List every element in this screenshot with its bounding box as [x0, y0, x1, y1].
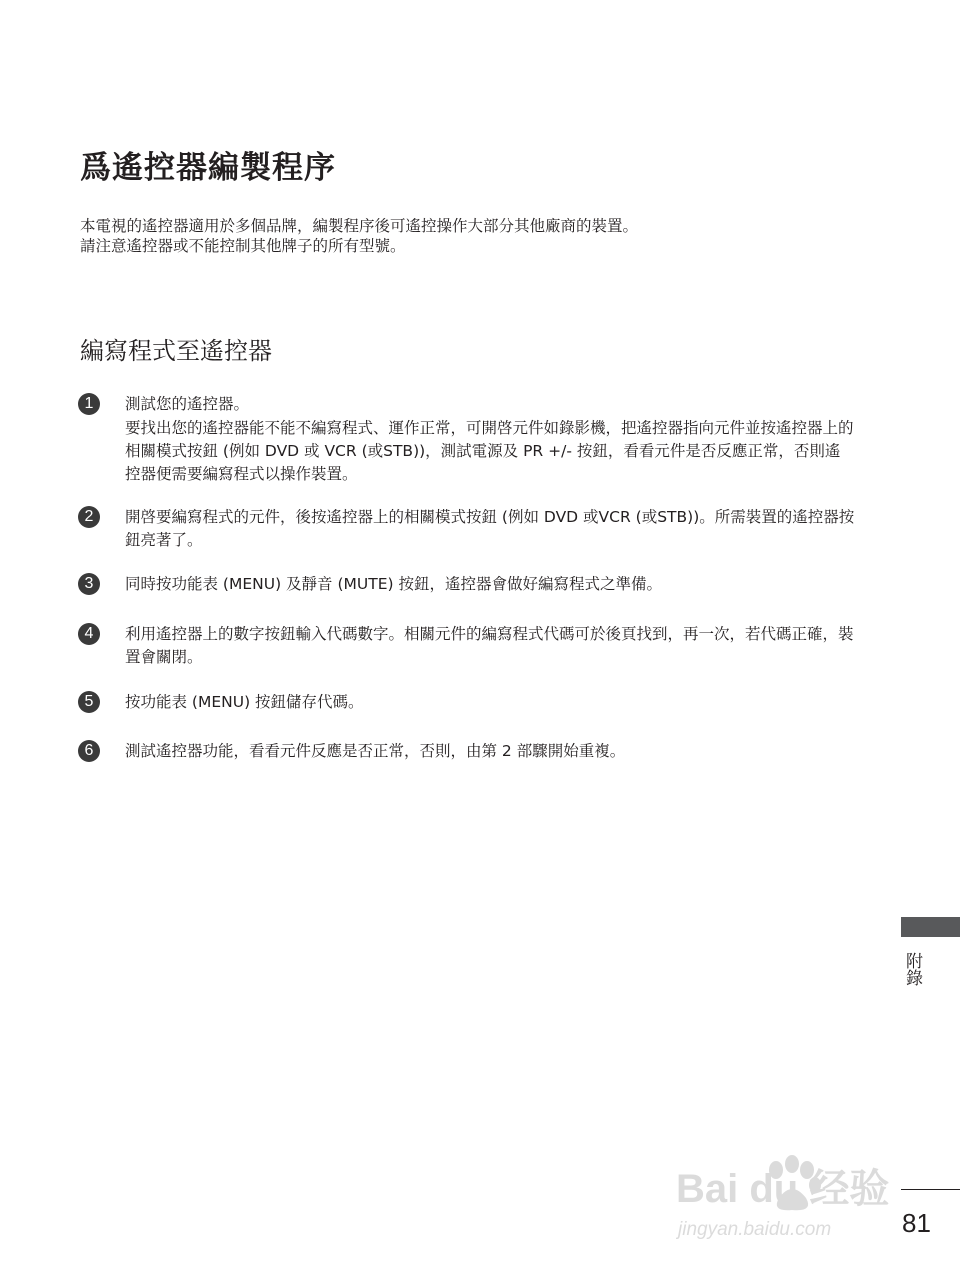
step-text — [125, 506, 855, 552]
step-4 — [78, 623, 858, 671]
step-text — [125, 691, 855, 714]
step-description: 要找出您的遙控器能不能不編寫程式、運作正常，可開啓元件如錄影機，把遙控器指向元件並按遙控器上的相關模式按鈕 (例如 DVD 或 VCR (或STB))，測試電源及 PR +/- 按鈕，看看元件是否反應正常，否則遙控器便需要編寫程式以操作裝置。 — [125, 419, 854, 483]
step-6 — [78, 740, 858, 766]
intro-line-1: 本電視的遙控器適用於多個品牌，編製程序後可遙控操作大部分其他廠商的裝置。 — [80, 217, 639, 235]
intro-paragraph — [80, 216, 840, 256]
baidu-watermark — [676, 1140, 906, 1250]
step-number-badge: 6 — [78, 740, 100, 762]
step-number-badge: 2 — [78, 506, 100, 528]
step-number-badge: 5 — [78, 691, 100, 713]
step-description: 測試遙控器功能，看看元件反應是否正常，否則，由第 2 部驟開始重複。 — [125, 742, 626, 760]
watermark-brand: Bai du 经验 — [676, 1167, 890, 1211]
intro-line-2: 請注意遙控器或不能控制其他牌子的所有型號。 — [80, 237, 406, 255]
step-description: 開啓要編寫程式的元件，後按遙控器上的相關模式按鈕 (例如 DVD 或VCR (或STB))。所需裝置的遙控器按鈕亮著了。 — [125, 508, 855, 549]
step-text — [125, 623, 855, 669]
step-3 — [78, 573, 858, 599]
page-title: 爲遙控器編製程序 — [80, 150, 336, 186]
step-number-badge: 3 — [78, 573, 100, 595]
step-5 — [78, 691, 858, 717]
step-description: 利用遙控器上的數字按鈕輸入代碼數字。相關元件的編寫程式代碼可於後頁找到，再一次，若代碼正確，裝置會關閉。 — [125, 625, 854, 666]
step-number-badge: 1 — [78, 393, 100, 415]
page-number: 81 — [902, 1208, 931, 1238]
baidu-paw-logo-icon — [676, 1140, 906, 1250]
section-title: 編寫程式至遙控器 — [80, 337, 272, 365]
step-text — [125, 740, 855, 763]
step-text — [125, 393, 855, 486]
step-1 — [78, 393, 858, 483]
appendix-tab-label: 附錄 — [902, 952, 922, 986]
step-2 — [78, 506, 858, 554]
step-number-badge: 4 — [78, 623, 100, 645]
footer-rule — [901, 1189, 960, 1190]
step-lead: 測試您的遙控器。 — [125, 395, 250, 413]
watermark-url: jingyan.baidu.com — [678, 1219, 832, 1240]
step-description: 按功能表 (MENU) 按鈕儲存代碼。 — [125, 693, 364, 711]
appendix-tab-marker — [901, 917, 960, 937]
step-text — [125, 573, 855, 596]
step-description: 同時按功能表 (MENU) 及靜音 (MUTE) 按鈕，遙控器會做好編寫程式之準備。 — [125, 575, 662, 593]
